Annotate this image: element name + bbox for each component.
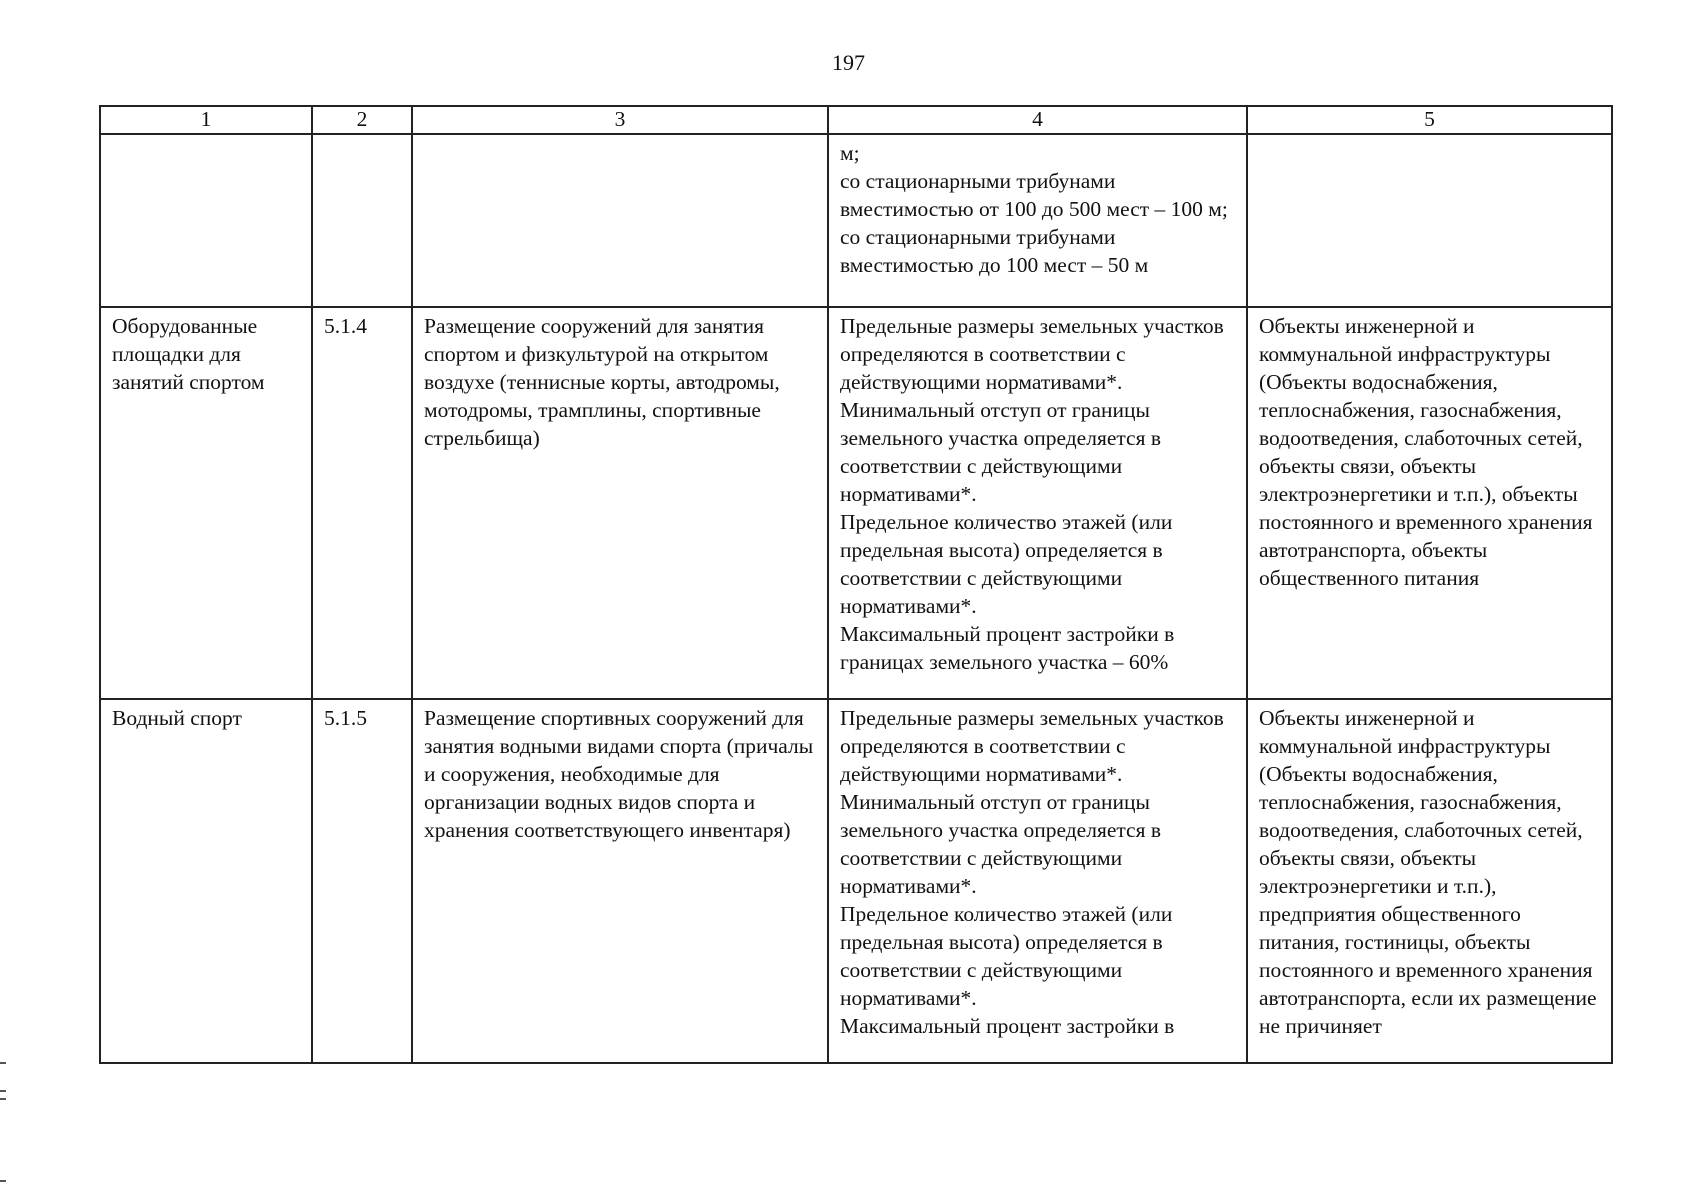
margin-scan-mark — [0, 1180, 6, 1182]
cell-auxiliary-uses: Объекты инженерной и коммунальной инфраструктуры (Объекты водоснабжения, теплоснабжения, газоснабжения, водоотведения, слаботочных сетей, объекты связи, объекты электроэнергетики и т.п.), объекты постоянного и временного хранения автотранспорта, объекты общественного питания — [1247, 307, 1612, 699]
cell-use-description: Размещение сооружений для занятия спортом и физкультурой на открытом воздухе (теннисные корты, автодромы, мотодромы, трамплины, спортивные стрельбища) — [412, 307, 828, 699]
page-number: 197 — [832, 50, 865, 75]
cell-use-name — [100, 134, 312, 307]
cell-auxiliary-uses — [1247, 134, 1612, 307]
margin-scan-mark — [0, 1062, 6, 1064]
column-header-3: 3 — [412, 106, 828, 134]
cell-use-description: Размещение спортивных сооружений для занятия водными видами спорта (причалы и сооружения, необходимые для организации водных видов спорта и хранения соответствующего инвентаря) — [412, 699, 828, 1063]
cell-parameters: Предельные размеры земельных участков определяются в соответствии с действующими нормативами*. Минимальный отступ от границы земельного участка определяется в соответствии с действующими нормативами*. Предельное количество этажей (или предельная высота) определяется в соответствии с действующими нормативами*. Максимальный процент застройки в границах земельного участка – 60% — [828, 307, 1247, 699]
column-header-5: 5 — [1247, 106, 1612, 134]
cell-use-code: 5.1.5 — [312, 699, 412, 1063]
cell-parameters: Предельные размеры земельных участков определяются в соответствии с действующими нормативами*. Минимальный отступ от границы земельного участка определяется в соответствии с действующими нормативами*. Предельное количество этажей (или предельная высота) определяется в соответствии с действующими нормативами*. Максимальный процент застройки в — [828, 699, 1247, 1063]
table-row — [100, 699, 1612, 1063]
table-row — [100, 307, 1612, 699]
margin-scan-mark — [0, 1090, 6, 1092]
cell-use-code — [312, 134, 412, 307]
zoning-table — [99, 105, 1613, 1064]
cell-auxiliary-uses: Объекты инженерной и коммунальной инфраструктуры (Объекты водоснабжения, теплоснабжения, газоснабжения, водоотведения, слаботочных сетей, объекты связи, объекты электроэнергетики и т.п.), предприятия общественного питания, гостиницы, объекты постоянного и временного хранения автотранспорта, если их размещение не причиняет — [1247, 699, 1612, 1063]
column-header-4: 4 — [828, 106, 1247, 134]
margin-scan-mark — [0, 1098, 6, 1100]
cell-use-name: Водный спорт — [100, 699, 312, 1063]
column-header-1: 1 — [100, 106, 312, 134]
column-header-2: 2 — [312, 106, 412, 134]
cell-use-name: Оборудованные площадки для занятий спортом — [100, 307, 312, 699]
table-row — [100, 134, 1612, 307]
table-header-row — [100, 106, 1612, 134]
cell-use-code: 5.1.4 — [312, 307, 412, 699]
cell-parameters: м; со стационарными трибунами вместимостью от 100 до 500 мест – 100 м; со стационарными трибунами вместимостью до 100 мест – 50 м — [828, 134, 1247, 307]
cell-use-description — [412, 134, 828, 307]
